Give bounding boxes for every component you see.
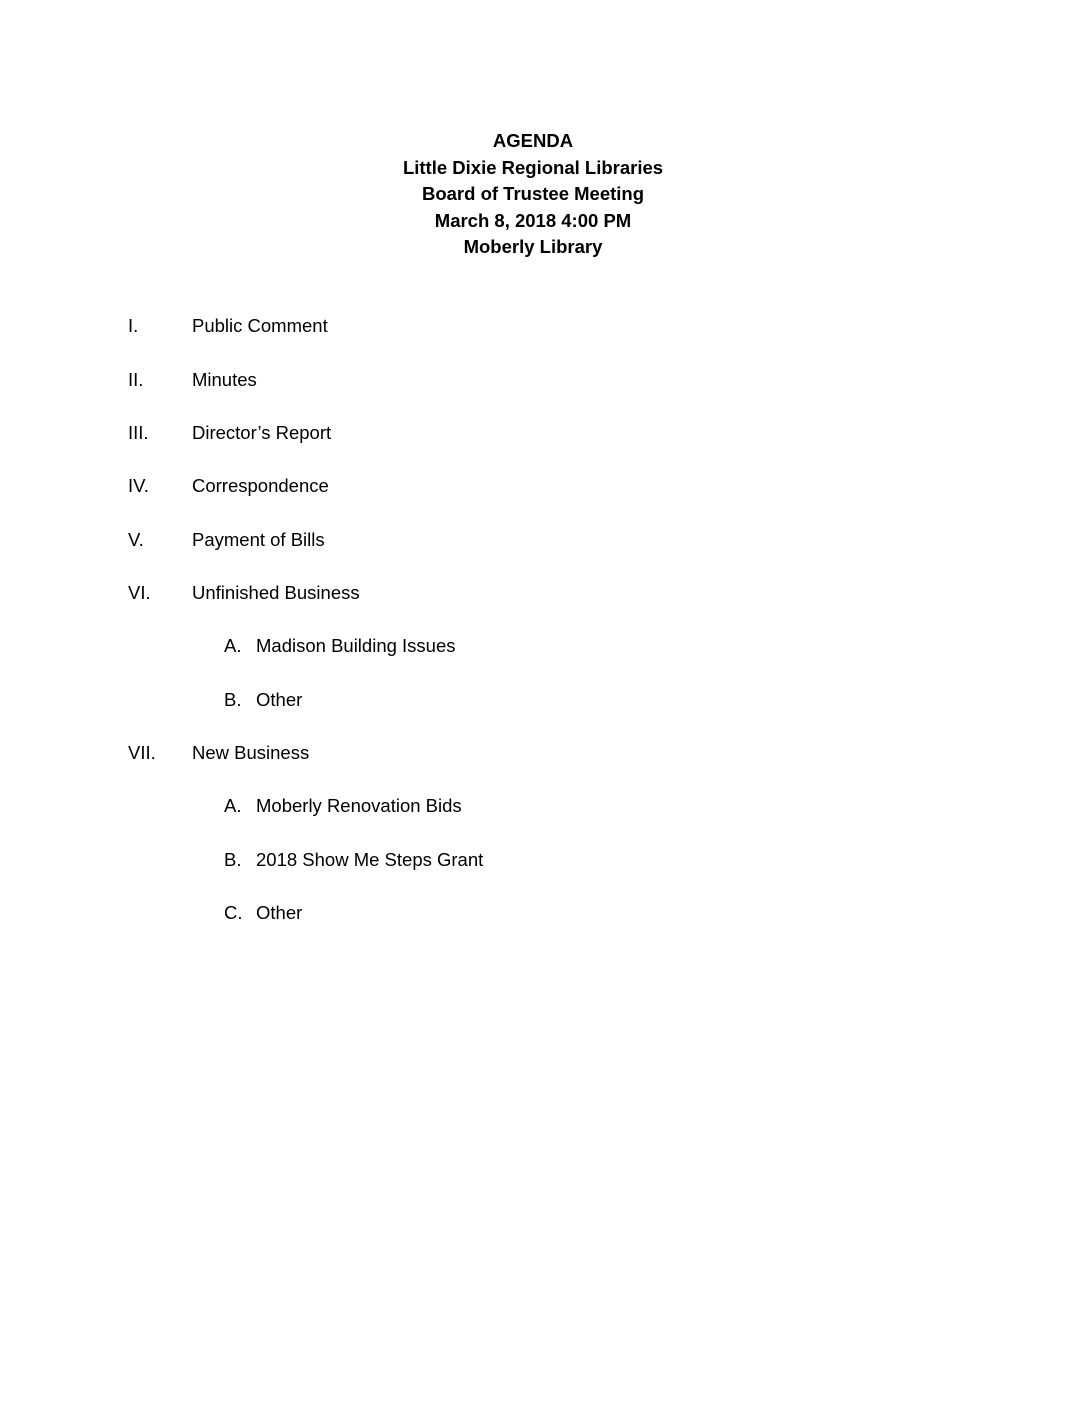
agenda-item-new-business — [0, 741, 800, 765]
agenda-item-directors-report — [0, 421, 800, 445]
agenda-subitem-label: 2018 Show Me Steps Grant — [256, 849, 484, 870]
agenda-subitem-letter: C. — [224, 902, 243, 923]
agenda-item-label: New Business — [192, 742, 310, 763]
agenda-item-label: Public Comment — [192, 315, 328, 336]
agenda-subitem-letter: B. — [224, 689, 242, 710]
agenda-subitem-show-me-steps-grant — [0, 848, 800, 872]
agenda-title: AGENDA — [492, 130, 574, 151]
agenda-item-number: II. — [128, 369, 144, 390]
agenda-item-label: Minutes — [192, 369, 257, 390]
agenda-item-number: III. — [128, 422, 149, 443]
agenda-item-label: Correspondence — [192, 475, 329, 496]
agenda-subitem-moberly-renovation-bids — [0, 794, 800, 818]
agenda-item-unfinished-business — [0, 581, 800, 605]
agenda-subitem-label: Other — [256, 902, 303, 923]
agenda-subitem-letter: B. — [224, 849, 242, 870]
agenda-item-label: Payment of Bills — [192, 529, 325, 550]
agenda-subitem-other — [0, 688, 800, 712]
agenda-subitem-label: Madison Building Issues — [256, 635, 456, 656]
agenda-item-public-comment — [0, 314, 800, 338]
agenda-item-label: Unfinished Business — [192, 582, 360, 603]
agenda-subitem-madison-building-issues — [0, 634, 800, 658]
agenda-header — [0, 128, 1066, 261]
agenda-item-minutes — [0, 368, 800, 392]
agenda-item-payment-of-bills — [0, 528, 800, 552]
agenda-item-number: I. — [128, 315, 139, 336]
agenda-item-number: VI. — [128, 582, 151, 603]
agenda-subitem-letter: A. — [224, 795, 242, 816]
agenda-item-label: Director’s Report — [192, 422, 332, 443]
meeting-datetime: March 8, 2018 4:00 PM — [434, 209, 632, 231]
agenda-subitem-label: Moberly Renovation Bids — [256, 795, 462, 816]
meeting-name: Board of Trustee Meeting — [421, 183, 645, 205]
agenda-item-number: VII. — [128, 742, 156, 763]
agenda-item-correspondence — [0, 474, 800, 498]
agenda-subitem-label: Other — [256, 689, 303, 710]
organization-name: Little Dixie Regional Libraries — [402, 156, 664, 178]
agenda-subitem-other — [0, 901, 800, 925]
agenda-subitem-letter: A. — [224, 635, 242, 656]
agenda-item-number: V. — [128, 529, 144, 550]
meeting-location: Moberly Library — [463, 236, 603, 258]
agenda-item-number: IV. — [128, 475, 149, 496]
